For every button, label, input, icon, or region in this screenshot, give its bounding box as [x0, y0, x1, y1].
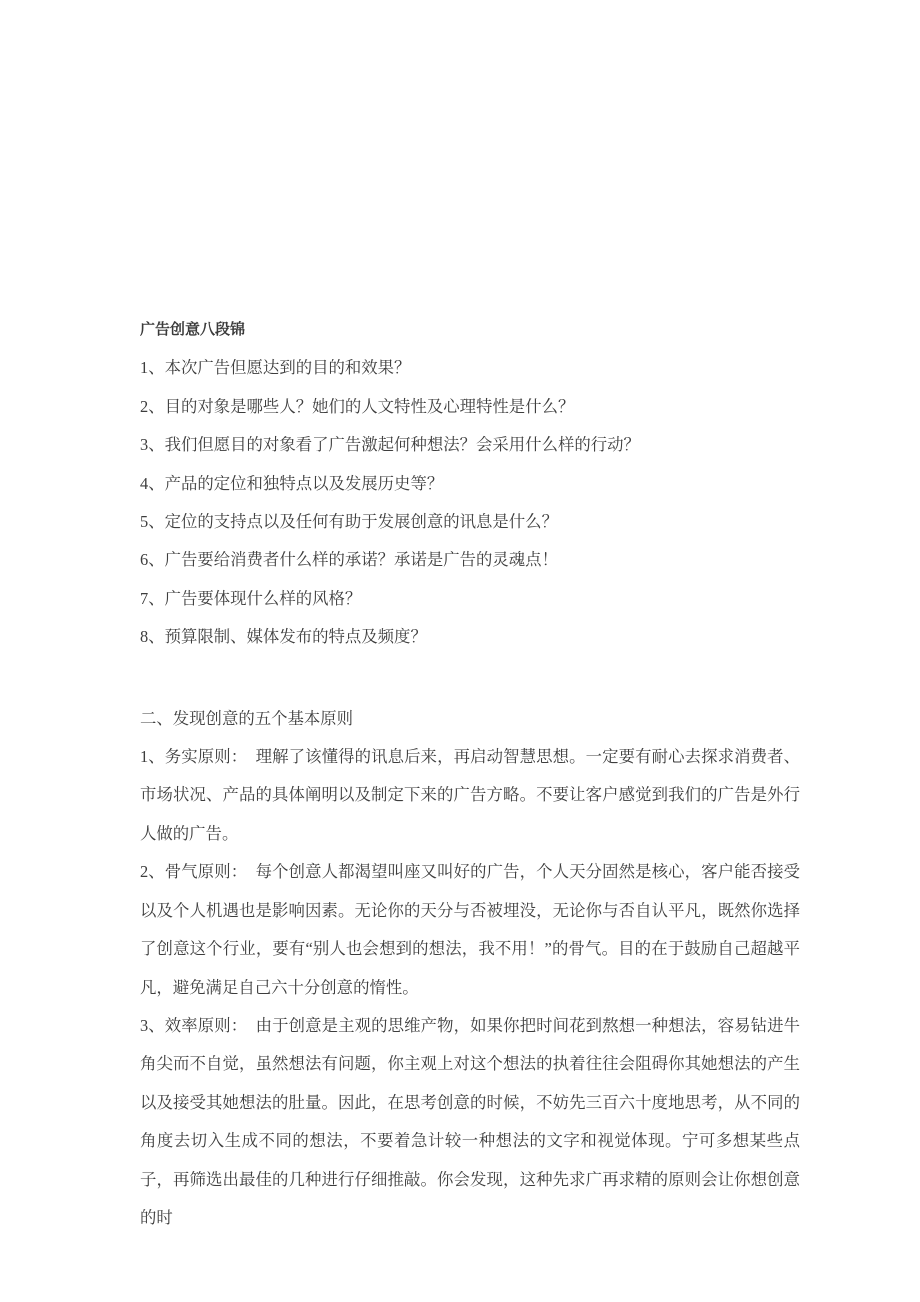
- document-title: 广告创意八段锦: [140, 321, 246, 338]
- paragraph-pragmatic-principle: 1、务实原则： 理解了该懂得的讯息后来，再启动智慧思想。一定要有耐心去探求消费者、市场状况、产品的具体阐明以及制定下来的广告方略。不要让客户感觉到我们的广告是外行人做的广告。: [140, 747, 800, 843]
- list-item-2: 2、目的对象是哪些人？她们的人文特性及心理特性是什么？: [140, 396, 575, 416]
- section-heading: 二、发现创意的五个基本原则: [140, 708, 354, 728]
- section-spacer: [140, 657, 800, 700]
- list-item-3: 3、我们但愿目的对象看了广告激起何种想法？会采用什么样的行动？: [140, 435, 640, 455]
- document-content: [140, 311, 800, 1237]
- list-item-1: 1、本次广告但愿达到的目的和效果？: [140, 358, 411, 378]
- list-item-7: 7、广告要体现什么样的风格？: [140, 588, 362, 608]
- list-item-4: 4、产品的定位和独特点以及发展历史等？: [140, 473, 444, 493]
- list-item-8: 8、预算限制、媒体发布的特点及频度？: [140, 627, 427, 647]
- list-item-6: 6、广告要给消费者什么样的承诺？承诺是广告的灵魂点！: [140, 550, 558, 570]
- list-item-5: 5、定位的支持点以及任何有助于发展创意的讯息是什么？: [140, 512, 558, 532]
- paragraph-efficiency-principle: 3、效率原则： 由于创意是主观的思维产物，如果你把时间花到熬想一种想法，容易钻进牛角尖而不自觉，虽然想法有问题，你主观上对这个想法的执着往往会阻碍你其她想法的产生以及接受其她想法的肚量。因此，在思考创意的时候，不妨先三百六十度地思考，从不同的角度去切入生成不同的想法，不要着急计较一种想法的文字和视觉体现。宁可多想某些点子，再筛选出最佳的几种进行仔细推敲。你会发现，这种先求广再求精的原则会让你想创意的时: [140, 1015, 800, 1227]
- paragraph-backbone-principle: 2、骨气原则： 每个创意人都渴望叫座又叫好的广告，个人天分固然是核心，客户能否接受以及个人机遇也是影响因素。无论你的天分与否被埋没，无论你与否自认平凡，既然你选择了创意这个行业，要有“别人也会想到的想法，我不用！”的骨气。目的在于鼓励自己超越平凡，避免满足自己六十分创意的惰性。: [140, 862, 800, 997]
